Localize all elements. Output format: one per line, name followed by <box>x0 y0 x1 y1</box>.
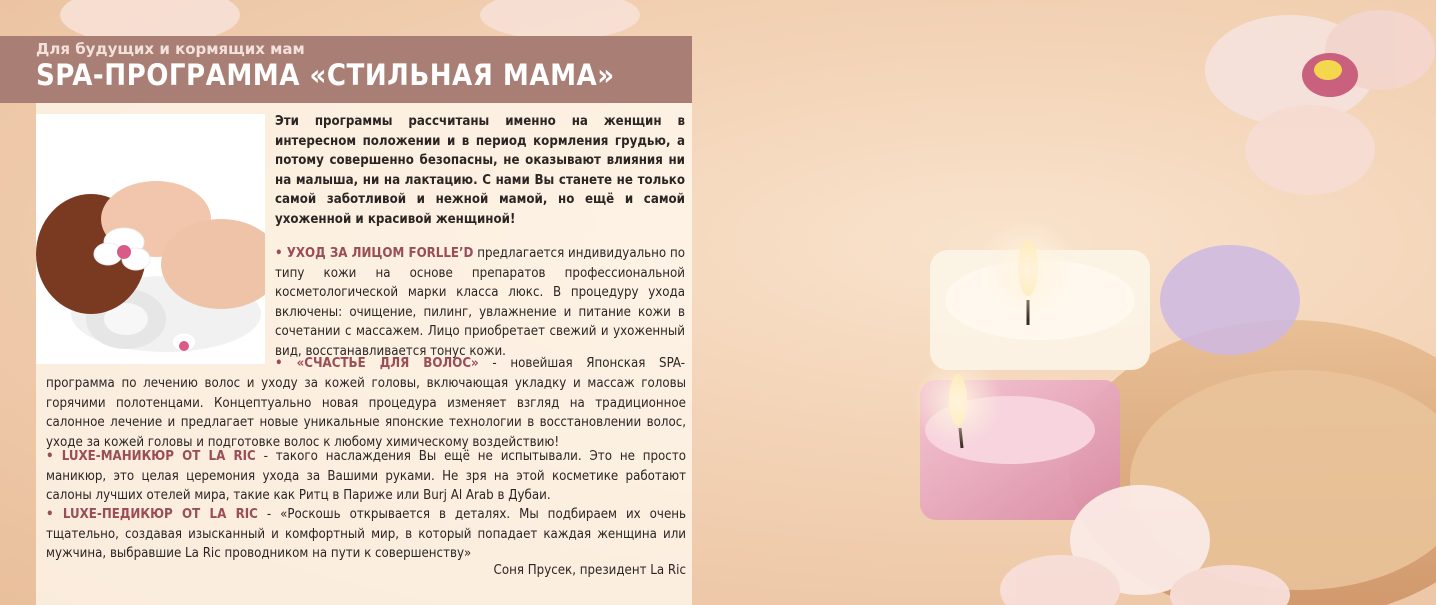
section-face-care <box>275 244 685 361</box>
section-hair-happiness-rest: программа по лечению волос и уходу за кожей головы, включающая укладку и массаж головы горячими полотенцами. Концептуально новая процедура изменяет взгляд на традиционное салонное лечение и предлагает новые уникальные японские технологии в восстановлении волос, уходе за кожей головы и подготовке волос к любому химическому воздействию! <box>46 376 686 450</box>
section-heading: • «СЧАСТЬЕ ДЛЯ ВОЛОС» <box>275 356 479 371</box>
section-luxe-manicure <box>46 447 686 506</box>
section-heading: • LUXE-ПЕДИКЮР ОТ LA RIC <box>46 507 258 522</box>
section-kicker: Для будущих и кормящих мам <box>36 40 305 58</box>
section-body: - новейшая Японская SPA- <box>478 356 685 371</box>
section-body: предлагается индивидуально по типу кожи на основе препаратов профессиональной косметологической марки класса люкс. В процедуру ухода включены: очищение, пилинг, увлажнение и питание кожи в сочетании с массажем. Лицо приобретает свежий и ухоженный вид, восстанавливается тонус кожи. <box>275 246 685 359</box>
section-body: - такого наслаждения Вы ещё не испытывали. Это не просто маникюр, это целая церемония ухода за Вашими руками. Не зря на этой косметике работают салоны лучших отелей мира, такие как Ритц в Париже или Burj Al Arab в Дубаи. <box>46 449 686 503</box>
section-heading: • УХОД ЗА ЛИЦОМ FORLLE’D <box>275 246 474 261</box>
woman-orchid-illustration <box>36 114 265 364</box>
section-hair-happiness-first-line <box>275 354 685 374</box>
section-heading: • LUXE-МАНИКЮР ОТ LA RIC <box>46 449 256 464</box>
section-luxe-pedicure <box>46 505 686 564</box>
section-body: - «Роскошь открывается в деталях. Мы подбираем их очень тщательно, создавая изысканный и комфортный мир, в который попадает каждая женщина или мужчина, выбравшие La Ric проводником на пути к совершенству» <box>46 507 686 561</box>
intro-paragraph: Эти программы рассчитаны именно на женщин в интересном положении и в период кормления грудью, а потому совершенно безопасны, не оказывают влияния ни на малыша, ни на лактацию. С нами Вы станете не только самой заботливой и нежной мамой, но ещё и самой ухоженной и красивой женщиной! <box>275 114 685 227</box>
quote-signature: Соня Прусек, президент La Ric <box>493 563 686 578</box>
page-title: SPA-ПРОГРАММА «СТИЛЬНАЯ МАМА» <box>36 58 615 92</box>
spa-woman-photo <box>36 114 265 364</box>
